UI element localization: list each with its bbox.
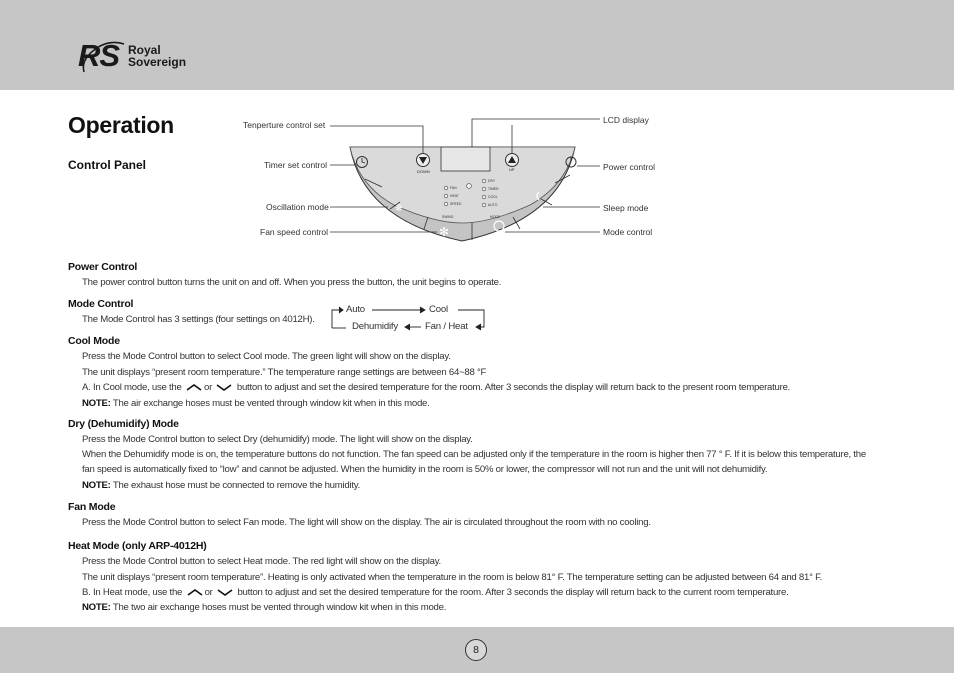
mode-control-text: The Mode Control has 3 settings (four settings on 4012H). [82, 314, 315, 325]
cool-mode-line-2: The unit displays “present room temperature.” The temperature range settings are between 64~88 °F [82, 367, 487, 378]
fan-mode-heading: Fan Mode [68, 501, 116, 513]
up-arrow-icon [187, 589, 203, 596]
svg-text:COOL: COOL [488, 195, 498, 199]
mode-cool: Cool [429, 304, 448, 315]
label-power-control: Power control [603, 162, 655, 172]
brand-logo [78, 38, 218, 78]
svg-text:MODE: MODE [490, 215, 501, 219]
cool-mode-line-3: A. In Cool mode, use the or button to adjust and set the desired temperature for the room. After 3 seconds the display will return back to the present room temperature. [82, 382, 791, 393]
page-number: 8 [465, 639, 487, 661]
lcd-screen [441, 147, 490, 171]
heat-mode-note: NOTE: The two air exchange hoses must be vented through window kit when in this mode. [82, 602, 447, 613]
svg-text:HEAT: HEAT [450, 194, 459, 198]
mode-fan-heat: Fan / Heat [425, 321, 468, 332]
down-arrow-icon [217, 589, 233, 596]
brand-initials: RS [78, 38, 120, 73]
fan-mode-line-1: Press the Mode Control button to select Fan mode. The light will show on the display. The air is circulated throughout the room with no cooling. [82, 517, 651, 528]
oscillation-button-icon: ❋ [395, 204, 403, 214]
svg-text:DRY: DRY [488, 179, 496, 183]
cool-mode-line-1: Press the Mode Control button to select Cool mode. The green light will show on the display. [82, 351, 451, 362]
power-control-heading: Power Control [68, 261, 138, 273]
up-text: UP [509, 167, 515, 172]
page-title: Operation [68, 112, 174, 138]
up-arrow-icon [186, 384, 202, 391]
label-fan-speed-control: Fan speed control [260, 227, 329, 237]
mode-dehumidify: Dehumidify [352, 321, 398, 332]
dry-mode-heading: Dry (Dehumidify) Mode [68, 418, 179, 430]
label-sleep-mode: Sleep mode [603, 203, 649, 213]
heat-mode-line-3: B. In Heat mode, use the or button to adjust and set the desired temperature for the room. After 3 seconds the display will return back to the current room temperature. [82, 587, 789, 598]
svg-text:FAN: FAN [450, 186, 457, 190]
label-timer-control: Timer set control [264, 160, 327, 170]
svg-text:AUTO: AUTO [488, 203, 498, 207]
mode-cycle-diagram [330, 304, 495, 336]
dry-mode-line-1: Press the Mode Control button to select Dry (dehumidify) mode. The light will show on the display. [82, 434, 473, 445]
power-control-text: The power control button turns the unit on and off. When you press the button, the unit begins to operate. [82, 277, 502, 288]
svg-text:SWING: SWING [442, 215, 454, 219]
dry-mode-line-2: When the Dehumidify mode is on, the temperature buttons do not function. The fan speed can be adjusted only if the temperature in the room is higher then 77 ° F. If it is below this temperature, the [82, 449, 866, 460]
brand-line-2: Sovereign [128, 55, 187, 69]
heat-mode-line-2: The unit displays “present room temperature”. Heating is only activated when the temperature in the room is below 81° F. The temperature setting can be adjusted between 64 and 81° F. [82, 572, 823, 583]
cool-mode-heading: Cool Mode [68, 335, 120, 347]
brand-line-1: Royal [128, 43, 161, 57]
heat-mode-line-1: Press the Mode Control button to select Heat mode. The red light will show on the display. [82, 556, 441, 567]
svg-text:TIMER: TIMER [488, 187, 499, 191]
fan-speed-button-icon: ✻ [439, 225, 450, 239]
mode-auto: Auto [346, 304, 365, 315]
dry-mode-note: NOTE: The exhaust hose must be connected to remove the humidity. [82, 480, 361, 491]
dry-mode-line-3: fan speed is automatically fixed to “low” and cannot be adjusted. When the humidity in the room is 50% or lower, the compressor will not run and the unit will not dehumidify. [82, 464, 768, 475]
mode-control-heading: Mode Control [68, 298, 134, 310]
down-text: DOWN [417, 169, 430, 174]
cool-mode-note: NOTE: The air exchange hoses must be vented through window kit when in this mode. [82, 398, 430, 409]
brand-name [128, 44, 186, 68]
label-oscillation-mode: Oscillation mode [266, 202, 329, 212]
label-lcd-display: LCD display [603, 115, 649, 125]
heat-mode-heading: Heat Mode (only ARP-4012H) [68, 540, 207, 552]
down-arrow-icon [216, 384, 232, 391]
svg-text:SPEED: SPEED [450, 202, 462, 206]
control-panel-heading: Control Panel [68, 158, 147, 172]
label-temperature-control: Tenperture control set [243, 120, 326, 130]
label-mode-control: Mode control [603, 227, 653, 237]
